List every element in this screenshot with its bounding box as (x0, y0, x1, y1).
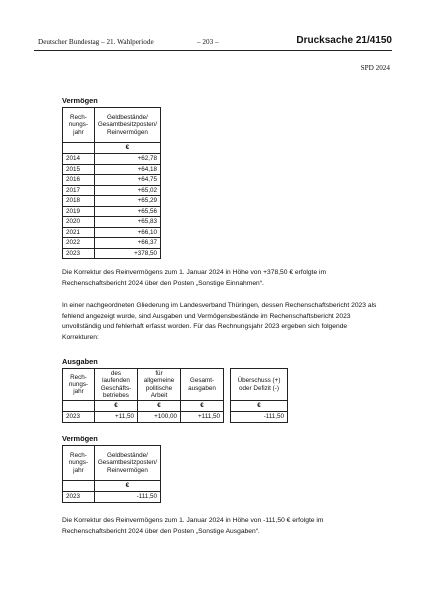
table-row-year: 2023 (63, 248, 95, 259)
vermoegen-table (62, 107, 161, 259)
table-row-value: +64,75 (94, 175, 160, 186)
table-row-year: 2020 (63, 217, 95, 228)
table-row-value: +66,37 (94, 238, 160, 249)
section-heading-ausgaben: Ausgaben (62, 357, 98, 366)
table-row-laufend: +11,50 (95, 412, 138, 423)
table-row-year: 2021 (63, 227, 95, 238)
table-row-value: +62,78 (94, 154, 160, 165)
table-row-year: 2016 (63, 175, 95, 186)
unit-cell: € (94, 143, 160, 154)
unit-cell: € (181, 401, 224, 412)
column-header-gesamt: Gesamt- ausgaben (181, 369, 224, 401)
paragraph-thueringen: In einer nachgeordneten Gliederung im Landesverband Thüringen, dessen Rechenschaftsbericht 2023 als fehlend angezeigt wurde, sind Ausgaben und Vermögensbestände im Rechenschaftsbericht 2023 unvollständig und fehlerhaft erfasst worden. Für das Rechnungsjahr 2023 ergeben sich folgende Korrekturen: (62, 302, 377, 341)
vermoegen-table-2023 (62, 445, 161, 503)
column-header-assets: Geldbestände/ Gesamtbesitzposten/ Reinvermögen (94, 108, 160, 143)
table-row-value: -111,50 (94, 492, 160, 503)
table-row-gesamt: +111,50 (181, 412, 224, 423)
page-number: – 203 – (197, 38, 219, 46)
table-row-value: +65,02 (94, 185, 160, 196)
table-row-value: +66,10 (94, 227, 160, 238)
column-header-year: Rech- nungs- jahr (63, 446, 95, 481)
table-row-politisch: +100,00 (138, 412, 181, 423)
table-row-year: 2014 (63, 154, 95, 165)
table-row-year: 2023 (63, 492, 95, 503)
paragraph-correction-2: Die Korrektur des Reinvermögens zum 1. Januar 2024 in Höhe von -111,50 € erfolgte im Rechenschaftsbericht 2024 über den Posten „Sonstige Ausgaben“. (62, 517, 324, 535)
drucksache-number (296, 35, 392, 46)
drucksache-prefix: Drucksache 21/ (296, 35, 370, 46)
table-row-surplus: -111,50 (231, 412, 288, 423)
unit-cell: € (231, 401, 288, 412)
unit-cell-empty (63, 481, 95, 492)
column-header-laufend: des laufenden Geschäfts- betriebes (95, 369, 138, 401)
table-row-value: +64,18 (94, 164, 160, 175)
ausgaben-table (62, 368, 224, 423)
table-row-value: +65,83 (94, 217, 160, 228)
header-title: Deutscher Bundestag – 21. Wahlperiode (38, 38, 154, 46)
table-row-year: 2015 (63, 164, 95, 175)
column-header-assets: Geldbestände/ Gesamtbesitzposten/ Reinvermögen (94, 446, 160, 481)
column-header-surplus: Überschuss (+) oder Defizit (-) (231, 369, 288, 401)
table-row-year: 2019 (63, 206, 95, 217)
column-header-year: Rech- nungs- jahr (63, 108, 95, 143)
table-row-value: +65,56 (94, 206, 160, 217)
table-row-value: +65,29 (94, 196, 160, 207)
unit-cell-empty (63, 401, 95, 412)
unit-cell: € (138, 401, 181, 412)
table-row-value: +378,50 (94, 248, 160, 259)
section-heading-vermoegen-2: Vermögen (62, 434, 98, 443)
column-header-year: Rech- nungs- jahr (63, 369, 95, 401)
table-row-year: 2018 (63, 196, 95, 207)
table-row-year: 2023 (63, 412, 95, 423)
table-row-year: 2017 (63, 185, 95, 196)
unit-cell: € (95, 401, 138, 412)
unit-cell: € (94, 481, 160, 492)
section-heading-vermoegen: Vermögen (62, 96, 98, 105)
column-header-politisch: für allgemeine politische Arbeit (138, 369, 181, 401)
party-label: SPD 2024 (360, 64, 390, 72)
surplus-table (230, 368, 288, 423)
header-rule (34, 50, 392, 51)
unit-cell-empty (63, 143, 95, 154)
table-row-year: 2022 (63, 238, 95, 249)
paragraph-correction-1: Die Korrektur des Reinvermögens zum 1. Januar 2024 in Höhe von +378,50 € erfolgte im Rechenschaftsbericht 2024 über den Posten „Sonstige Einnahmen“. (62, 269, 327, 287)
drucksache-id: 4150 (369, 35, 392, 46)
